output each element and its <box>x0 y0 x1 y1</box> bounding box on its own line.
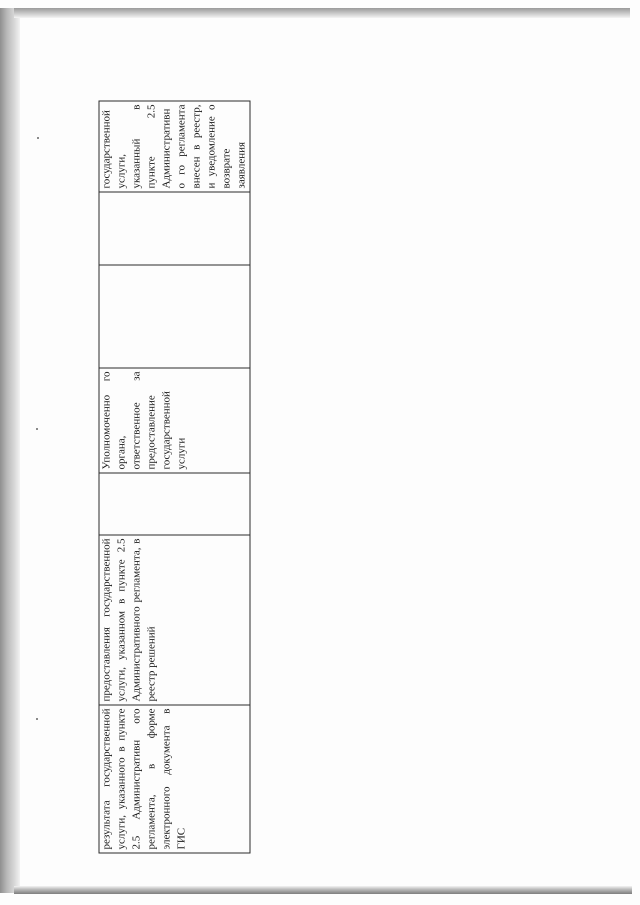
table-cell-registry-entry <box>99 535 250 705</box>
scan-speck <box>36 718 38 720</box>
cell-text: предоставления государственной услуги, указанном в пункте 2.5 Административного регламента, в реестр решений <box>100 538 158 702</box>
scan-speck <box>36 428 38 430</box>
table-row <box>99 101 250 853</box>
cell-text: Уполномоченно го органа, ответственное за предоставление государственной услуги <box>100 371 188 470</box>
table-cell-outcome <box>99 101 250 192</box>
scan-speck <box>37 137 39 139</box>
table-cell-empty <box>99 265 250 368</box>
cell-text: государственной услуги, указанный в пункте 2.5 Административно го регламента внесен в реестр, и уведомление о возврате заявления <box>100 104 248 189</box>
table-cell-empty <box>99 192 250 265</box>
process-table <box>99 101 251 854</box>
table-cell-result-gis <box>99 705 250 853</box>
rotated-table-container <box>99 102 246 854</box>
cell-text: результата государственной услуги, указанного в пункте 2.5 Административн ого регламента, в форме электронного документа в ГИС <box>100 708 188 850</box>
scan-shadow-top <box>14 8 630 18</box>
table-cell-empty <box>99 473 250 535</box>
table-cell-responsible-official <box>99 368 250 473</box>
scan-shadow-bottom <box>14 886 632 894</box>
scan-shadow-left <box>0 8 20 893</box>
